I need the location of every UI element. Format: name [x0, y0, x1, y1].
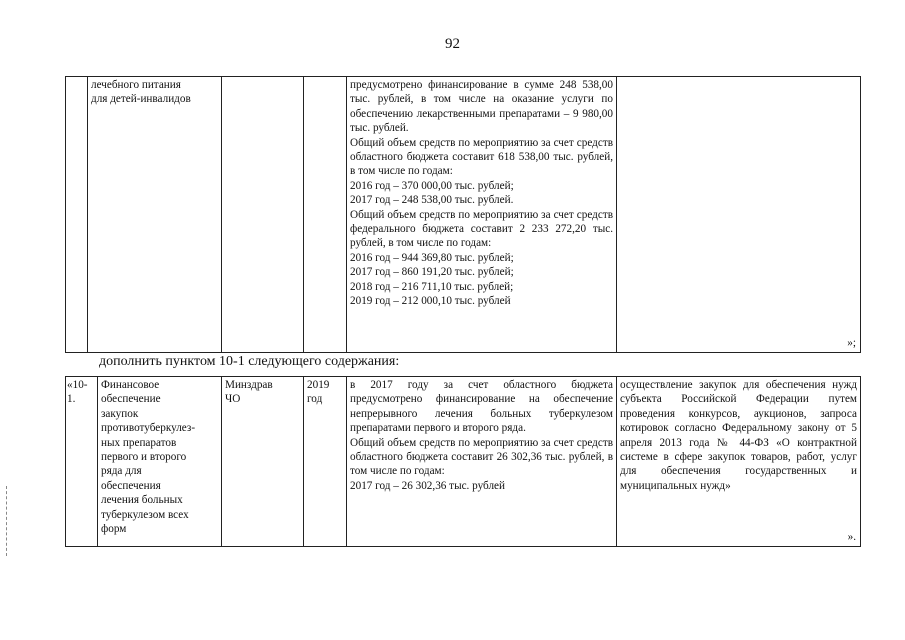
title-line: обеспечение — [101, 393, 161, 406]
cell-result — [617, 77, 861, 353]
description-paragraph: Общий объем средств по мероприятию за счет средств областного бюджета составит 26 302,36 тыс. рублей, в том числе по годам: — [350, 436, 613, 478]
cell-executor — [222, 77, 304, 353]
year-line: год — [307, 393, 323, 406]
result-text: осуществление закупок для обеспечения нужд субъекта Российской Федерации путем проведения конкурсов, аукционов, запроса котировок согласно Федеральному закону от 5 апреля 2013 года № 44-ФЗ «О контрактной системе в сфере закупок товаров, работ, услуг для обеспечения государственных и муниципальных нужд» — [620, 379, 857, 492]
cell-result — [617, 377, 861, 547]
title-line: обеспечения — [101, 479, 161, 492]
title-line: форм — [101, 523, 127, 536]
year-amount: 2017 год – 860 191,20 тыс. рублей; — [350, 266, 514, 279]
year-line: 2019 — [307, 379, 330, 391]
measure-name-line: лечебного питания — [91, 79, 181, 91]
cell-number: «10-1. — [66, 377, 98, 547]
program-table-continued — [65, 76, 861, 353]
title-line: туберкулезом всех — [101, 508, 189, 521]
title-line: лечения больных — [101, 494, 183, 507]
cell-measure-name — [88, 77, 222, 353]
title-line: противотуберкулез- — [101, 422, 196, 435]
description-paragraph: в 2017 году за счет областного бюджета предусмотрено финансирование на обеспечение непрерывного лечения больных туберкулезом препаратами первого и второго ряда. — [350, 379, 613, 435]
description-paragraph: предусмотрено финансирование в сумме 248 538,00 тыс. рублей, в том числе на оказание услуги по обеспечению лекарственными препаратами – 9 980,00 тыс. рублей. — [350, 79, 613, 135]
title-line: Финансовое — [101, 379, 160, 391]
table-row — [66, 77, 861, 353]
cell-description — [347, 77, 617, 353]
measure-name-line: для детей-инвалидов — [91, 93, 191, 106]
description-paragraph: Общий объем средств по мероприятию за счет средств областного бюджета составит 618 538,00 тыс. рублей, в том числе по годам: — [350, 136, 613, 178]
cell-year — [304, 377, 347, 547]
table-row — [66, 377, 861, 547]
cell-number — [66, 77, 88, 353]
executor-line: ЧО — [225, 393, 241, 406]
cell-executor — [222, 377, 304, 547]
year-amount: 2018 год – 216 711,10 тыс. рублей; — [350, 280, 514, 293]
year-amount: 2017 год – 26 302,36 тыс. рублей — [350, 479, 505, 492]
year-amount: 2019 год – 212 000,10 тыс. рублей — [350, 295, 511, 308]
scan-margin-mark — [6, 486, 7, 556]
cell-measure-name — [98, 377, 222, 547]
title-line: ряда для — [101, 465, 142, 478]
section-note: дополнить пунктом 10-1 следующего содержания: — [99, 354, 400, 369]
closing-quote: ». — [847, 530, 856, 543]
page-number: 92 — [445, 36, 460, 52]
year-amount: 2017 год – 248 538,00 тыс. рублей. — [350, 194, 514, 207]
program-table-new-item — [65, 376, 861, 547]
year-amount: 2016 год – 370 000,00 тыс. рублей; — [350, 179, 514, 192]
closing-quote: »; — [847, 336, 856, 349]
cell-description — [347, 377, 617, 547]
title-line: закупок — [101, 407, 139, 420]
title-line: первого и второго — [101, 451, 187, 464]
executor-line: Минздрав — [225, 379, 273, 391]
title-line: ных препаратов — [101, 436, 177, 449]
cell-year — [304, 77, 347, 353]
description-paragraph: Общий объем средств по мероприятию за счет средств федерального бюджета составит 2 233 272,20 тыс. рублей, в том числе по годам: — [350, 208, 613, 250]
year-amount: 2016 год – 944 369,80 тыс. рублей; — [350, 251, 514, 264]
